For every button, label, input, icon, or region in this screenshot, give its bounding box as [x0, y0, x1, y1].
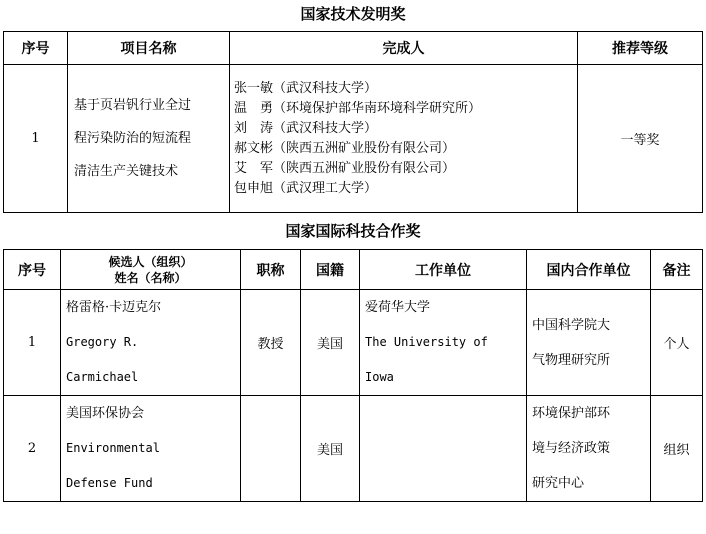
partner-line: 环境保护部环	[532, 406, 611, 421]
header-candidate-line: 候选人（组织）	[108, 254, 193, 269]
employer-line: 爱荷华大学	[365, 300, 431, 315]
project-name-line: 基于页岩钒行业全过	[74, 98, 192, 113]
candidate-line: Defense Fund	[66, 476, 153, 490]
candidate-line: 格雷格·卡迈克尔	[66, 300, 162, 315]
completer: 包申旭（武汉理工大学）	[234, 180, 378, 196]
grade-cell: 一等奖	[578, 65, 703, 213]
employer-cell	[360, 396, 527, 502]
partner-line: 研究中心	[532, 476, 585, 491]
row-no: 1	[4, 290, 61, 396]
completer: 艾 军（陕西五洲矿业股份有限公司）	[234, 160, 456, 176]
invention-award-table	[3, 31, 703, 213]
partner-line: 气物理研究所	[532, 352, 611, 368]
nationality-cell: 美国	[301, 290, 360, 396]
table-header-row	[4, 32, 703, 65]
watermark-logo	[560, 504, 700, 524]
remark-cell: 组织	[651, 396, 703, 502]
partner-line: 中国科学院大	[532, 317, 611, 333]
candidate-cell	[61, 290, 241, 396]
award-title-cooperation: 国家国际科技合作奖	[285, 222, 421, 240]
completer: 刘 涛（武汉科技大学）	[234, 120, 378, 136]
employer-line: Iowa	[365, 370, 394, 384]
header-remark: 备注	[651, 250, 703, 290]
employer-cell	[360, 290, 527, 396]
row-no: 2	[4, 396, 61, 502]
header-no: 序号	[4, 250, 61, 290]
completer: 张一敏（武汉科技大学）	[234, 80, 378, 96]
partner-cell	[527, 396, 651, 502]
partner-line: 境与经济政策	[532, 441, 611, 456]
candidate-line: 美国环保协会	[66, 406, 145, 421]
cooperation-award-table	[3, 249, 703, 502]
partner-cell	[527, 290, 651, 396]
table-row	[4, 65, 703, 213]
completer: 温 勇（环境保护部华南环境科学研究所）	[234, 100, 482, 116]
table-row	[4, 290, 703, 396]
nationality-cell: 美国	[301, 396, 360, 502]
project-name-line: 程污染防治的短流程	[74, 131, 192, 146]
completers-cell	[230, 65, 578, 213]
table-header-row	[4, 250, 703, 290]
header-grade: 推荐等级	[578, 32, 703, 65]
header-partner: 国内合作单位	[527, 250, 651, 290]
row-no: 1	[4, 65, 68, 213]
project-name-line: 清洁生产关键技术	[74, 164, 179, 179]
candidate-line: Gregory R.	[66, 335, 139, 349]
header-candidate	[61, 250, 241, 290]
candidate-line: Carmichael	[66, 370, 139, 384]
completer: 郝文彬（陕西五洲矿业股份有限公司）	[234, 140, 456, 156]
header-candidate-line: 姓名（名称）	[114, 270, 187, 285]
project-name-cell	[68, 65, 230, 213]
table-row	[4, 396, 703, 502]
candidate-line: Environmental	[66, 441, 160, 455]
candidate-cell	[61, 396, 241, 502]
header-no: 序号	[4, 32, 68, 65]
header-employer: 工作单位	[360, 250, 527, 290]
header-nationality: 国籍	[301, 250, 360, 290]
header-completers: 完成人	[230, 32, 578, 65]
remark-cell: 个人	[651, 290, 703, 396]
award-title-invention: 国家技术发明奖	[300, 5, 406, 23]
title-cell	[241, 396, 301, 502]
header-title: 职称	[241, 250, 301, 290]
employer-line: The University of	[365, 335, 488, 349]
header-project: 项目名称	[68, 32, 230, 65]
title-cell: 教授	[241, 290, 301, 396]
